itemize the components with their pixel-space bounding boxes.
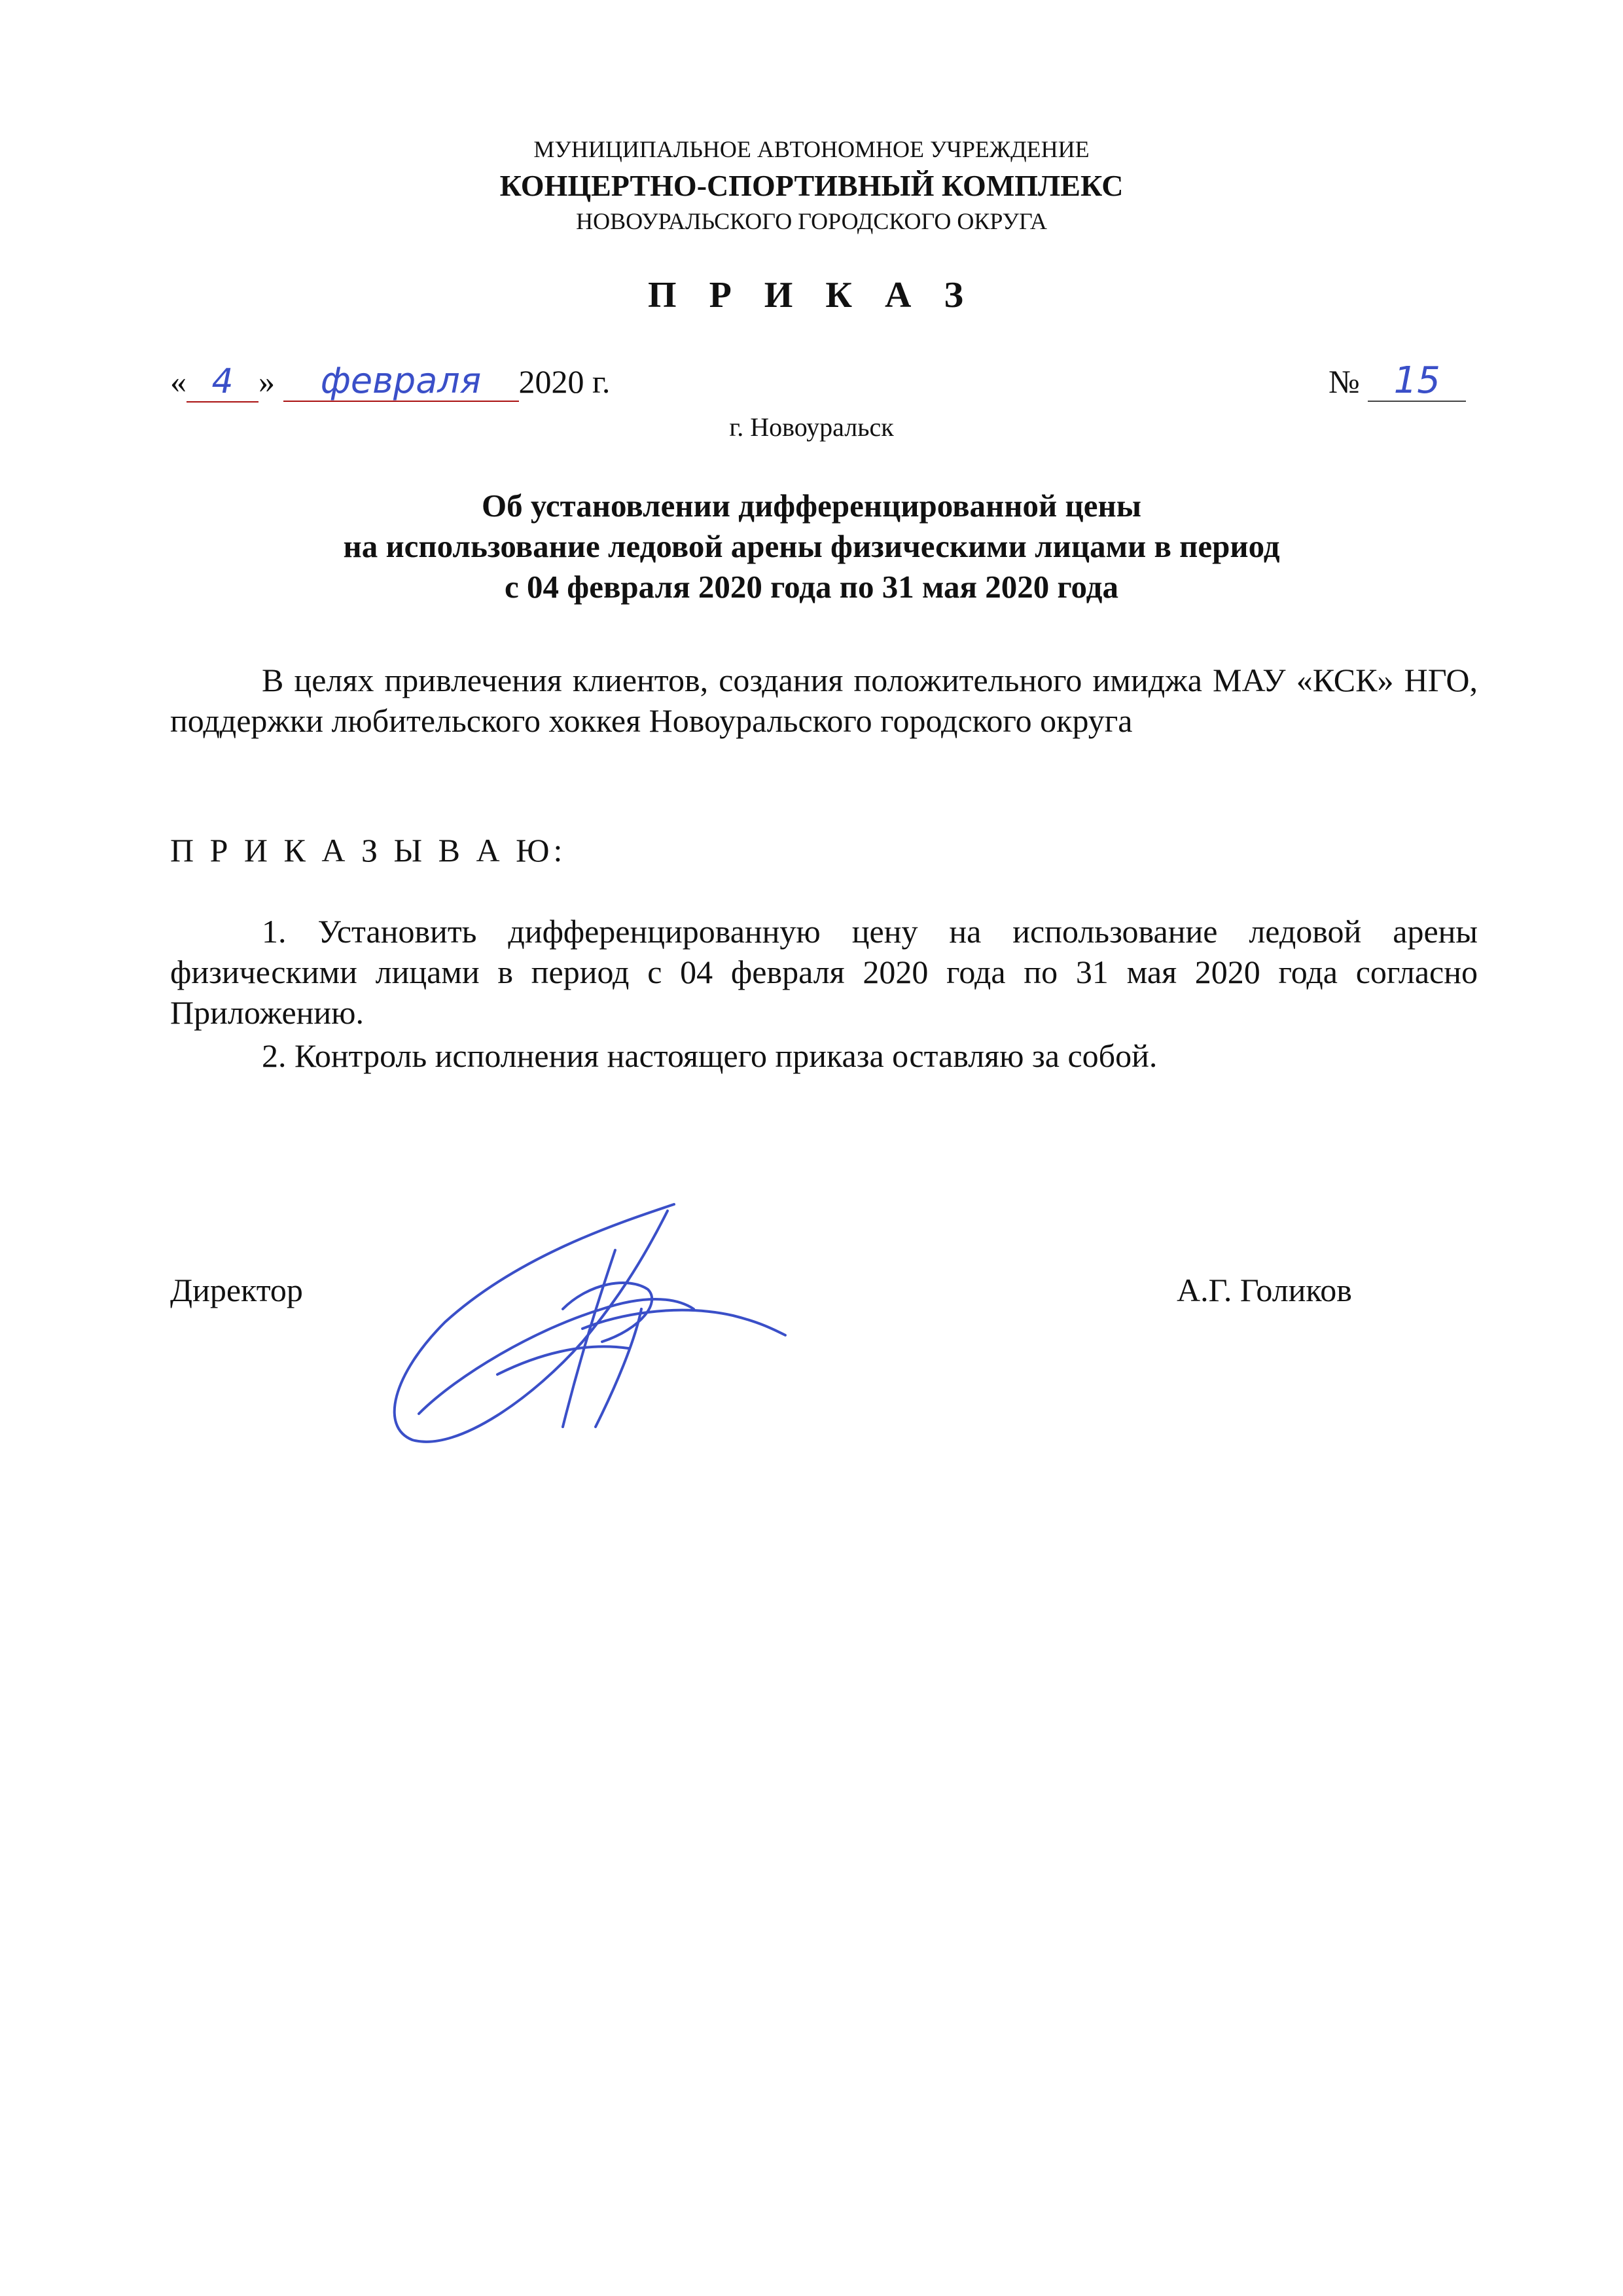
order-item-2: 2. Контроль исполнения настоящего приказа оставляю за собой. [262,1037,1158,1074]
date-year: 2020 г. [518,363,611,400]
signatory-position: Директор [170,1272,303,1308]
signatory-name: А.Г. Голиков [1177,1272,1352,1308]
document-type: П Р И К А З [648,275,975,315]
org-header-line2: КОНЦЕРТНО-СПОРТИВНЫЙ КОМПЛЕКС [499,169,1124,202]
city: г. Новоуральск [729,412,894,442]
title-line1: Об установлении дифференцированной цены [482,488,1141,524]
number-value-handwritten: 15 [1368,361,1466,402]
date-day-handwritten: 4 [187,362,259,403]
org-header-line1: МУНИЦИПАЛЬНОЕ АВТОНОМНОЕ УЧРЕЖДЕНИЕ [533,136,1090,162]
title-line2: на использование ледовой арены физическими лицами в период [343,528,1280,564]
date-month-handwritten: февраля [283,361,519,402]
number-prefix: № [1329,363,1360,400]
order-word: П Р И К А З Ы В А Ю: [170,832,567,869]
preamble-paragraph: В целях привлечения клиентов, создания положительного имиджа МАУ «КСК» НГО, поддержки любительского хоккея Новоуральского городского округа [170,662,1478,739]
order-item-1: 1. Установить дифференцированную цену на использование ледовой арены физическими лицами в период с 04 февраля 2020 года по 31 мая 2020 года согласно Приложению. [170,913,1478,1031]
title-line3: с 04 февраля 2020 года по 31 мая 2020 года [505,569,1118,605]
order-date [170,361,610,403]
date-close-quote: » [259,363,275,400]
handwritten-signature [366,1178,825,1453]
date-open-quote: « [170,363,187,400]
document-title [0,486,1623,607]
org-header-line3: НОВОУРАЛЬСКОГО ГОРОДСКОГО ОКРУГА [576,208,1047,234]
order-number [1329,361,1466,402]
